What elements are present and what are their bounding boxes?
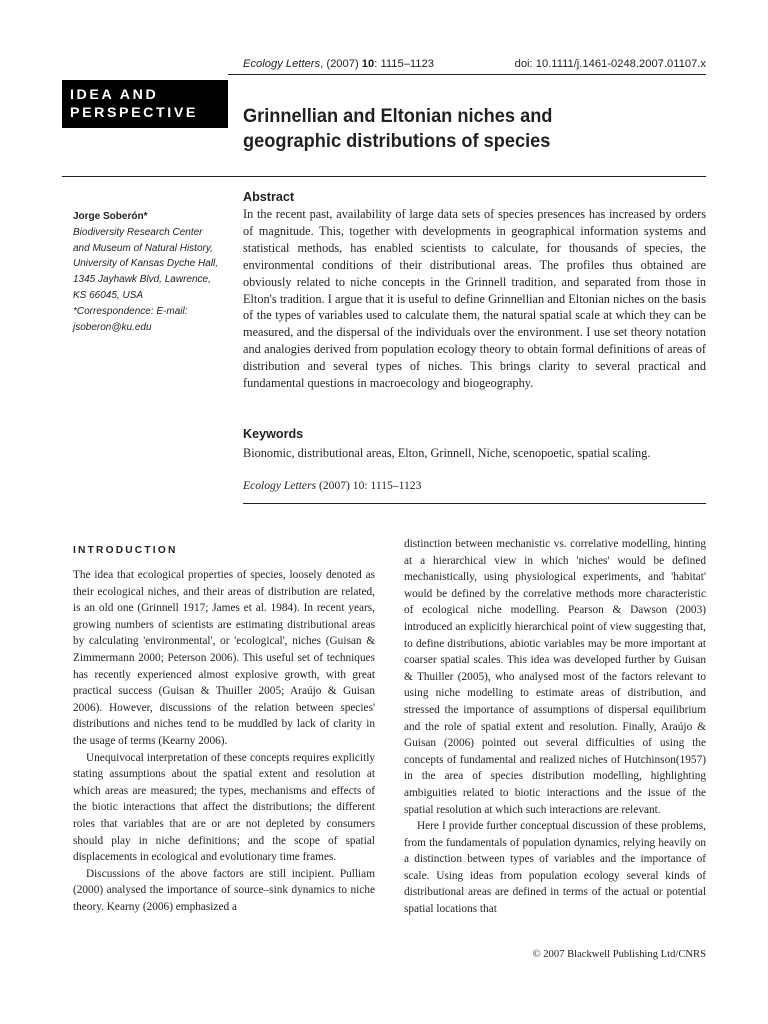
affiliation-line: and Museum of Natural History,: [73, 242, 213, 254]
title-rule: [62, 176, 706, 177]
article-category-badge: [62, 80, 228, 128]
citation-line: [243, 479, 421, 492]
journal-pages: : 1115–1123: [374, 58, 434, 70]
doi: doi: 10.1111/j.1461-0248.2007.01107.x: [514, 58, 706, 70]
journal-citation: [243, 58, 434, 70]
abstract-text: In the recent past, availability of large data sets of species presences has increased by orders of magnitude. This, together with developments in geographical information systems and statistical methods, has enabled scientists to calculate, for thousands of species, the environmental conditions of their distributional areas. The profiles thus obtained are obviously related to niche concepts in the Grinnell tradition, and separated from those in Elton's tradition. I argue that it is useful to define Grinnellian and Eltonian niches on the basis of the types of variables used to calculate them, the natural spatial scale at which they can be measured, and the dispersal of the individuals over the environment. I use set theory notation and analogies derived from population ecology theory to obtain formal definitions of areas of distribution and several types of niches. This brings clarity to several practical and fundamental questions in macroecology and biogeography.: [243, 207, 706, 391]
correspondence-label: *Correspondence: E-mail:: [73, 305, 188, 317]
affiliation-line: 1345 Jayhawk Blvd, Lawrence,: [73, 274, 211, 286]
abstract-heading: Abstract: [243, 190, 295, 204]
journal-header: [243, 58, 706, 74]
journal-year: , (2007): [320, 58, 362, 70]
copyright-footer: © 2007 Blackwell Publishing Ltd/CNRS: [532, 949, 706, 960]
affiliation-line: University of Kansas Dyche Hall,: [73, 258, 219, 270]
journal-name: Ecology Letters: [243, 58, 321, 70]
body-paragraph: The idea that ecological properties of species, loosely denoted as their ecological niches, and their areas of distribution are related, is an old one (Grinnell 1917; James et al. 1984). In recent years, growing numbers of scientists are estimating distributional areas by calculating 'environmental', or 'ecological', niches (Guisan & Zimmermann 2000; Peterson 2006). This useful set of techniques has recently experienced almost explosive growth, with great practical success (Guisan & Thuiller 2005; Araújo & Guisan 2006). However, discussions of the relation between species' distributions and niches tend to be muddled by lack of clarity in the usage of terms (Kearny 2006).: [73, 569, 375, 747]
category-line-1: IDEA AND: [70, 87, 159, 103]
body-column-right: [404, 536, 706, 918]
section-heading-introduction: INTRODUCTION: [73, 545, 178, 556]
body-paragraph: distinction between mechanistic vs. correlative modelling, hinting at a hierarchical view in which 'niches' would be defined mechanistically, using physiological experiments, and 'habitat' would be defined by the correlative methods more characteristic of ecological niche modelling. Pearson & Dawson (2003) introduced an explicitly hierarchical point of view suggesting that, to define distributions, abiotic variables may be more important at coarser spatial scales. This idea was developed further by Guisan & Thuiller (2005), who analysed most of the factors relevant to using niche modelling to estimate areas of distribution, and stressed the importance of assumptions of dispersal equilibrium and the role of spatial extent and resolution. Finally, Araújo & Guisan (2006) pointed out several difficulties of using the concepts of fundamental and realized niches of Hutchinson(1957) in the area of species distribution modelling, highlighting ambiguities related to biotic interactions and the issue of the spatial resolution at which such interactions are relevant.: [404, 538, 706, 816]
author-block: [73, 209, 241, 335]
keywords-heading: Keywords: [243, 427, 304, 441]
body-paragraph: Here I provide further conceptual discussion of these problems, from the fundamentals of population dynamics, relying heavily on a distinction between types of variables and the importance of scale. Using ideas from population ecology several kinds of distributional areas are defined in terms of the actual or potential spatial locations that: [404, 820, 706, 916]
citation-journal: Ecology Letters: [243, 479, 317, 492]
author-name: Jorge Soberón*: [73, 211, 148, 222]
journal-volume: 10: [361, 58, 375, 70]
body-paragraph: Unequivocal interpretation of these concepts requires explicitly stating assumptions about the spatial extent and resolution at which areas are measured; the types, mechanisms and effects of the biotic interactions that affect the distributions; the different roles that variables that are or are not depleted by consumers should play in niche definitions; and the scope of spatial displacements in ecological and evolutionary time frames.: [73, 751, 375, 864]
category-line-2: PERSPECTIVE: [70, 105, 198, 121]
article-title: Grinnellian and Eltonian niches and geographic distributions of species: [243, 105, 553, 152]
abstract-rule: [243, 503, 706, 504]
keywords-text: Bionomic, distributional areas, Elton, Grinnell, Niche, scenopoetic, spatial scaling.: [243, 446, 651, 460]
citation-details: (2007) 10: 1115–1123: [316, 479, 422, 492]
header-rule: [228, 74, 706, 75]
affiliation-line: KS 66045, USA: [73, 289, 144, 301]
affiliation-line: Biodiversity Research Center: [73, 226, 203, 238]
body-column-left: [73, 567, 375, 915]
correspondence-email: jsoberon@ku.edu: [73, 321, 152, 333]
body-paragraph: Discussions of the above factors are still incipient. Pulliam (2000) analysed the importance of source–sink dynamics to niche theory. Kearny (2006) emphasized a: [73, 867, 375, 913]
